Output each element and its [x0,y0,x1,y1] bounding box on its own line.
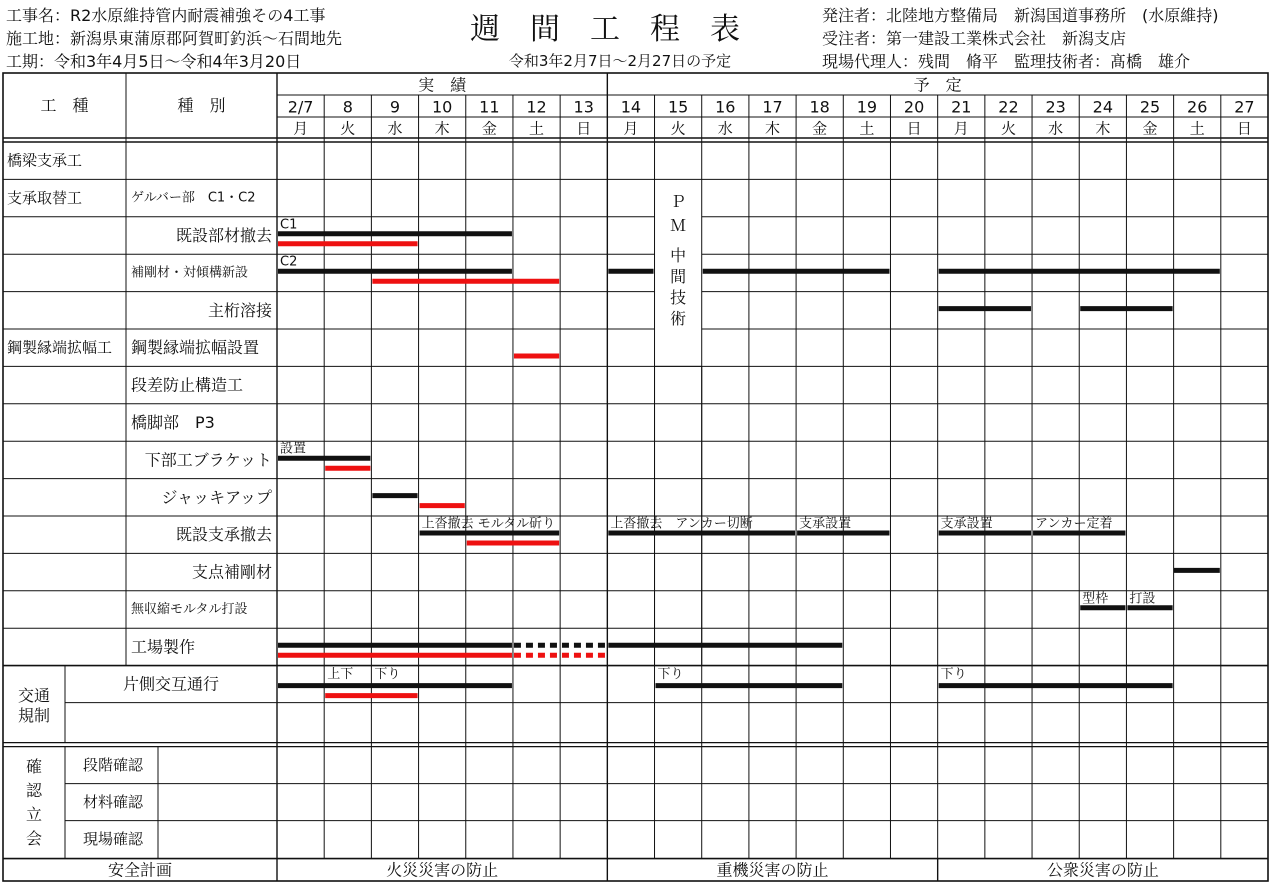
bar-label: 上沓撤去 アンカー切断 [610,516,753,532]
weekday-label: 日 [1236,119,1252,138]
weekday-label: 木 [434,119,450,138]
work-period: 工期：令和3年4月5日～令和4年3月20日 [6,52,302,71]
inspection-label: 会 [25,829,43,849]
subtype-label: 主桁溶接 [207,300,272,320]
date-label: 12 [526,97,547,117]
subtype-label: 工場製作 [131,637,196,657]
date-label: 16 [715,97,736,117]
traffic-row-label: 片側交互通行 [122,674,220,694]
client-info: 発注者：北陸地方整備局 新潟国道事務所 (水原維持) [822,6,1219,25]
weekday-label: 木 [1095,119,1111,138]
bar-label: アンカー定着 [1035,516,1113,532]
actual-header: 実 績 [418,75,467,95]
weekday-label: 土 [859,119,875,138]
bar-label: 型枠 [1082,591,1109,607]
subtype-label: 無収縮モルタル打設 [131,602,248,617]
date-label: 19 [856,97,878,117]
weekday-label: 土 [1189,119,1205,138]
subtype-label: 支点補剛材 [191,562,272,582]
traffic-label: 交通 [17,686,51,706]
weekday-label: 木 [764,119,781,138]
bar-label: 上下 [327,667,354,683]
subtype-label: 下部工ブラケット [144,450,272,470]
bar-label: 下り [940,667,967,683]
pm-text: Ｍ [670,215,687,235]
schedule-range: 令和3年2月7日～2月27日の予定 [508,52,732,70]
bar-label: 設置 [280,441,307,457]
plan-header: 予 定 [913,75,962,95]
date-label: 10 [431,97,453,117]
inspection-label: 認 [25,781,43,801]
traffic-label: 規制 [17,706,51,726]
weekday-label: 金 [812,119,828,138]
bar-label: C2 [280,254,298,270]
date-label: 21 [951,97,972,117]
date-label: 20 [903,97,925,117]
weekday-label: 日 [576,119,592,138]
weekday-label: 火 [670,119,686,138]
subtype-label: 補剛材・対傾構新設 [131,265,249,281]
date-label: 25 [1139,97,1161,117]
inspection-item: 材料確認 [82,793,144,812]
weekday-label: 月 [623,119,639,138]
safety-item: 火災災害の防止 [386,860,499,880]
bar-label: 打設 [1129,591,1156,607]
inspection-label: 立 [25,805,43,825]
weekday-label: 火 [1000,119,1016,138]
bar-label: 上沓撤去 モルタル斫り [421,516,556,532]
pm-text: 技 [670,287,687,307]
category-header: 工 種 [40,96,89,115]
bar-label: 支承設置 [799,516,852,532]
date-label: 9 [389,97,401,117]
subtype-label: 橋脚部 P3 [131,413,215,432]
date-label: 17 [762,97,783,117]
date-label: 11 [479,97,500,117]
bar-label: 支承設置 [940,516,993,532]
weekday-label: 日 [906,119,922,138]
date-label: 15 [667,97,689,117]
date-label: 23 [1045,97,1066,117]
project-name: 工事名：R2水原維持管内耐震補強その4工事 [6,6,326,25]
safety-label: 安全計画 [107,860,173,880]
date-label: 2/7 [287,97,314,117]
contractor-info: 受注者：第一建設工業株式会社 新潟支店 [822,29,1127,48]
safety-item: 重機災害の防止 [716,860,829,880]
weekday-label: 水 [717,119,733,138]
subtype-label: ゲルバー部 C1・C2 [131,190,256,206]
subtype-label: 既設支承撤去 [175,525,272,545]
date-label: 22 [998,97,1019,117]
weekday-label: 金 [1142,119,1158,138]
subtype-label: 既設部材撤去 [175,226,272,245]
date-label: 13 [573,97,594,117]
page-title: 週間工程表 [470,12,770,47]
pm-text: Ｐ [670,191,687,211]
site-agent-info: 現場代理人：残間 脩平 監理技術者：髙橋 雄介 [822,52,1191,71]
category-label: 橋梁支承工 [7,151,83,170]
bar-label: C1 [280,217,298,233]
date-label: 18 [809,97,830,117]
date-label: 26 [1187,97,1208,117]
inspection-item: 現場確認 [82,830,144,849]
date-label: 27 [1234,97,1255,117]
subtype-header: 種 別 [177,96,226,115]
inspection-label: 確 [25,757,43,777]
date-label: 24 [1092,97,1114,117]
subtype-label: ジャッキアップ [161,487,272,507]
weekday-label: 土 [529,119,545,138]
date-label: 14 [620,97,642,117]
weekday-label: 月 [293,119,309,138]
pm-text: 中 [670,245,687,265]
category-label: 鋼製縁端拡幅工 [7,338,113,357]
weekday-label: 月 [953,119,969,138]
bar-label: 下り [374,667,401,683]
bar-label: 下り [657,667,684,683]
inspection-item: 段階確認 [82,756,144,775]
site-location: 施工地：新潟県東蒲原郡阿賀町釣浜～石間地先 [6,29,343,48]
pm-text: 間 [670,266,687,286]
weekday-label: 火 [340,119,356,138]
weekday-label: 金 [481,119,497,138]
category-label: 支承取替工 [7,189,83,208]
pm-text: 術 [670,308,687,328]
weekday-label: 水 [387,119,403,138]
safety-item: 公衆災害の防止 [1046,860,1159,880]
subtype-label: 段差防止構造工 [131,375,244,395]
weekday-label: 水 [1048,119,1064,138]
subtype-label: 鋼製縁端拡幅設置 [131,338,260,358]
date-label: 8 [342,97,353,117]
